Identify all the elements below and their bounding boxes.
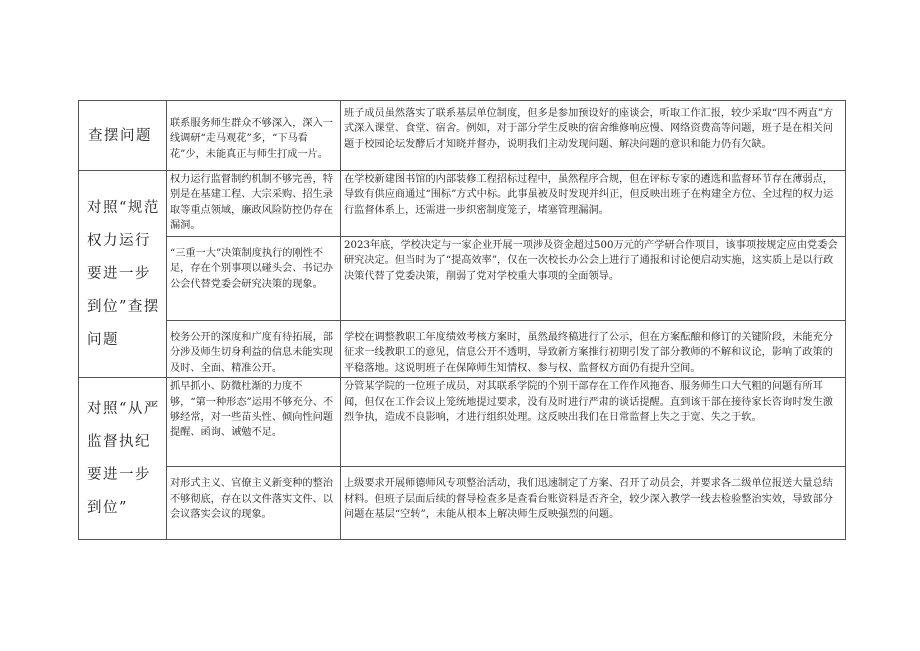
detail-cell: [341, 101, 846, 171]
detail-cell: 分管某学院的一位班子成员，对其联系学院的个别干部存在工作作风拖沓、服务师生口大气粗的问题有所耳闻，但仅在工作会议上笼统地提过要求，没有及时进行严肃的谈话提醒。直到该干部在接待家长咨询时发生激烈争执，造成不良影响，才进行组织处理。这反映出我们在日常监督上失之于宽、失之于软。: [341, 378, 846, 467]
detail-text: 上级要求开展师德师风专项整治活动，我们迅速制定了方案、召开了动员会，并要求各二级单位报送大量总结材料。但班子层面后续的督导检查多是查看台账资料是否齐全，较少深入教学一线去检验整治实效，导致部分问题在基层“空转”，未能从根本上解决师生反映强烈的问题。: [344, 478, 833, 521]
category-cell: 对照“规范权力运行要进一步到位”查摆问题: [79, 171, 167, 378]
problem-cell: [167, 321, 341, 378]
table-row: [79, 171, 846, 237]
table-row: [79, 467, 846, 540]
problem-text: 校务公开的深度和广度有待拓展，部分涉及师生切身利益的信息未能实现及时、全面、精准公开。: [170, 332, 333, 374]
category-cell: 对照“从严监督执纪要进一步到位”: [79, 378, 167, 540]
detail-text: 班子成员虽然落实了联系基层单位制度，但多是参加预设好的座谈会，听取工作汇报，较少采取“四不两直”方式深入课堂、食堂、宿舍。例如，对于部分学生反映的宿舍维修响应慢、网络资费高等问题，班子是在相关问题于校园论坛发酵后才知晓并督办，说明我们主动发现问题、解决问题的意识和能力仍有欠缺。: [344, 108, 834, 150]
detail-cell: [341, 467, 846, 540]
detail-cell: [341, 321, 846, 378]
table-row: [79, 237, 846, 321]
problem-table: [78, 100, 846, 540]
document-page: [78, 100, 845, 540]
problem-text: “三重一大”决策制度执行的刚性不足，存在个别事项以碰头会、书记办公会代替党委会研究决策的现象。: [170, 248, 333, 290]
problem-text: 对形式主义、官僚主义新变种的整治不够彻底，存在以文件落实文件、以会议落实会议的现象。: [170, 478, 333, 521]
problem-cell: 抓早抓小、防微杜渐的力度不够，“第一种形态”运用不够充分、不够经常，对一些苗头性、倾向性问题提醒、函询、诫勉不足。: [167, 378, 341, 467]
table-row: [79, 378, 846, 467]
detail-cell: 在学校新建图书馆的内部装修工程招标过程中，虽然程序合规，但在评标专家的遴选和监督环节存在薄弱点，导致有供应商通过“围标”方式中标。此事虽被及时发现并纠正，但反映出班子在构建全方位、全过程的权力运行监督体系上，还需进一步织密制度笼子，堵塞管理漏洞。: [341, 171, 846, 237]
detail-text: 学校在调整教职工年度绩效考核方案时，虽然最终稿进行了公示，但在方案酝酿和修订的关键阶段，未能充分征求一线教职工的意见，信息公开不透明，导致新方案推行初期引发了部分教师的不解和议论，影响了政策的平稳落地。这说明班子在保障师生知情权、参与权、监督权方面仍有提升空间。: [344, 332, 833, 374]
category-cell: 查摆问题: [79, 101, 167, 171]
problem-cell: [167, 237, 341, 321]
table-row: [79, 101, 846, 171]
problem-cell: 联系服务师生群众不够深入，深入一线调研“走马观花”多，“下马看花”少，未能真正与师生打成一片。: [167, 101, 341, 171]
table-row: [79, 321, 846, 378]
detail-cell: 2023年底，学校决定与一家企业开展一项涉及资金超过500万元的产学研合作项目，该事项按规定应由党委会研究决定。但当时为了“提高效率”，仅在一次校长办公会上进行了通报和讨论便启动实施，这实质上是以行政决策代替了党委决策，削弱了党对学校重大事项的全面领导。: [341, 237, 846, 321]
problem-cell: 权力运行监督制约机制不够完善，特别是在基建工程、大宗采购、招生录取等重点领域，廉政风险防控仍存在漏洞。: [167, 171, 341, 237]
problem-cell: [167, 467, 341, 540]
